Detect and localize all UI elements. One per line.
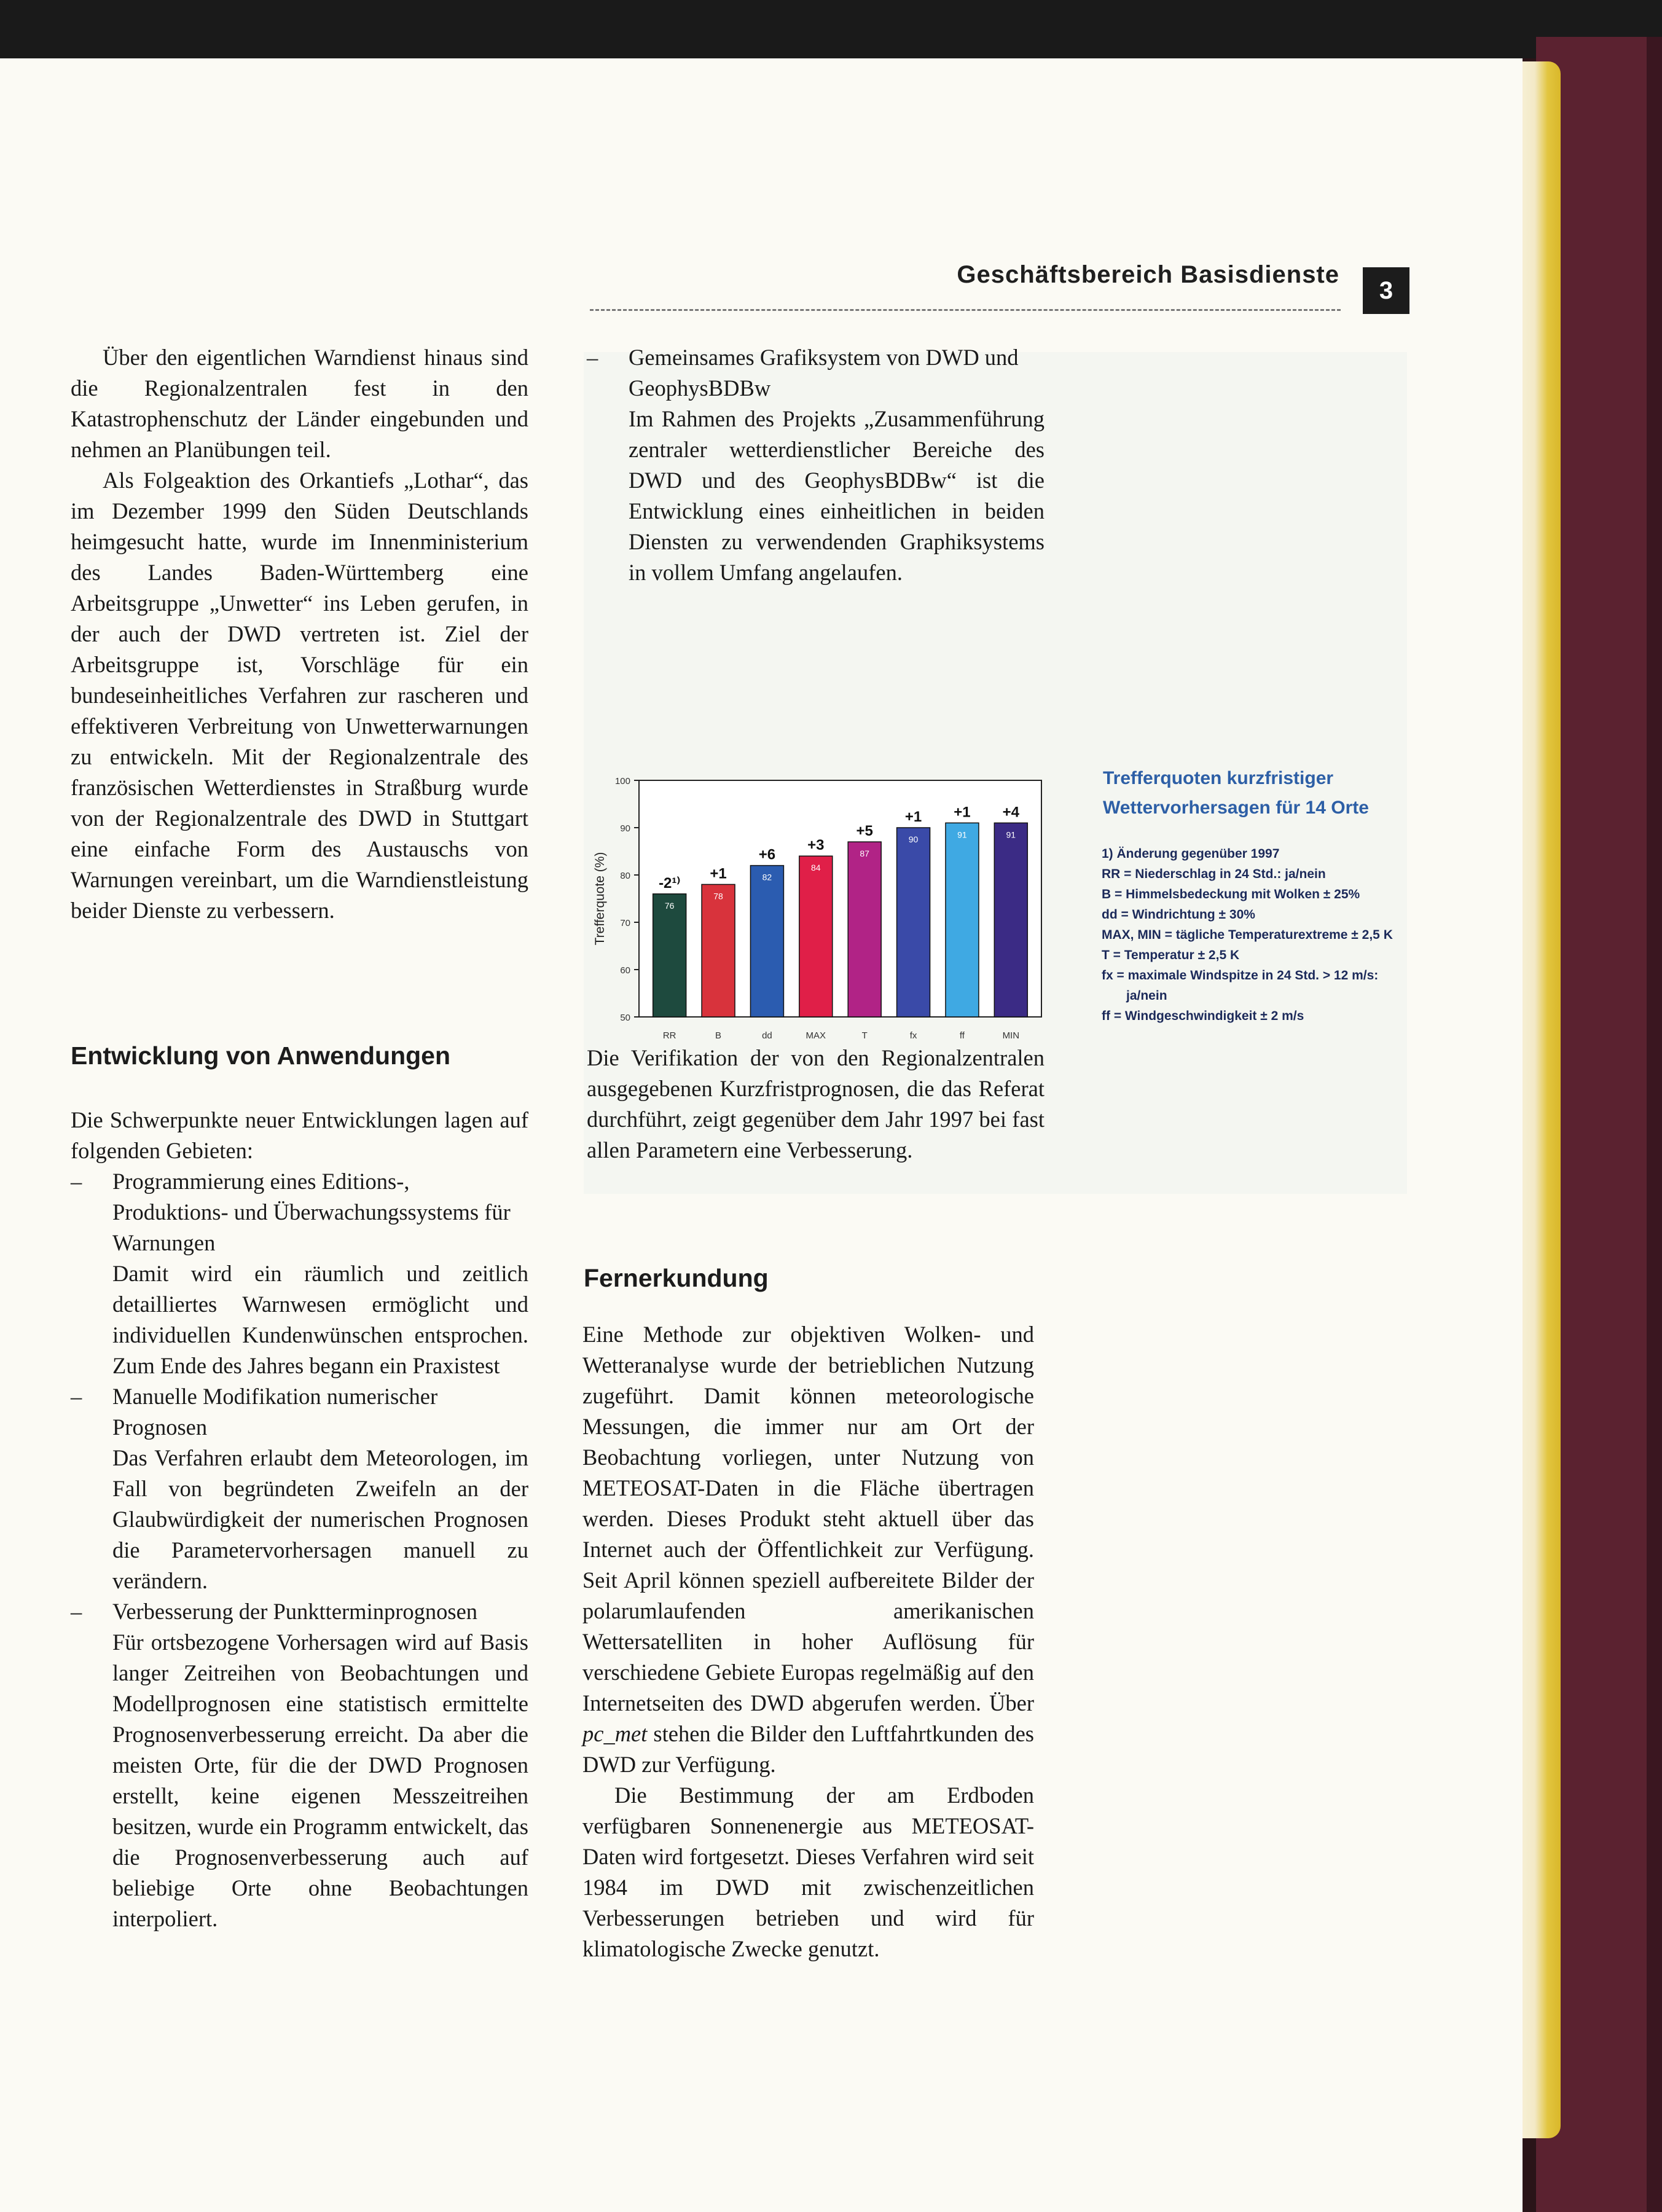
list-dash: – — [71, 1384, 82, 1409]
paragraph-wolkenanalyse — [582, 1319, 1034, 1780]
bar-change-label: +3 — [807, 837, 825, 854]
paragraph-verifikation: Die Verifikation der von den Regionalzentralen ausgegebenen Kurzfristprognosen, die das Referat durchführt, zeigt gegenüber dem Jahr 1997 bei fast allen Parametern eine Verbesserung. — [587, 1045, 1045, 1163]
legend-line: 1) Änderung gegenüber 1997 — [1102, 847, 1280, 861]
page-stack-edge — [1518, 61, 1561, 2138]
bar-T — [848, 842, 881, 1017]
bar-change-label: +1 — [904, 809, 922, 825]
bar-value-label: 90 — [908, 834, 919, 844]
list-item — [71, 1596, 528, 1934]
middle-column-bottom — [582, 1319, 1034, 1964]
hit-rate-bar-chart — [587, 771, 1051, 1048]
legend-line: T = Temperatur ± 2,5 K — [1102, 948, 1240, 962]
y-tick-label: 70 — [620, 918, 630, 928]
legend-line: RR = Niederschlag in 24 Std.: ja/nein — [1102, 867, 1326, 881]
y-tick-label: 50 — [620, 1013, 630, 1023]
left-column-top — [71, 342, 528, 926]
header-divider — [590, 309, 1341, 311]
left-column-bottom — [71, 1105, 528, 1934]
y-tick-label: 80 — [620, 871, 630, 881]
x-tick-label: B — [715, 1030, 722, 1041]
chart-caption-title: Trefferquoten kurzfristiger Wettervorhersagen für 14 Orte — [1103, 768, 1369, 818]
list-item-title: Manuelle Modifikation numerischer Prognosen — [112, 1384, 438, 1440]
bar-change-label: +1 — [954, 804, 971, 821]
bar-value-label: 78 — [713, 891, 723, 901]
y-tick-label: 90 — [620, 823, 630, 834]
development-list — [71, 1166, 528, 1934]
bar-value-label: 82 — [762, 872, 772, 882]
paragraph-warndienst: Über den eigentlichen Warndienst hinaus sind die Regionalzentralen fest in den Katastrophenschutz der Länder eingebunden und nehmen an Planübungen teil. — [71, 345, 528, 462]
heading-entwicklung: Entwicklung von Anwendungen — [71, 1041, 451, 1070]
scan-top-edge — [0, 0, 1662, 58]
bar-change-label: +6 — [758, 846, 776, 863]
list-dash: – — [71, 1599, 82, 1624]
plot-frame — [639, 780, 1041, 1017]
y-axis-label: Trefferquote (%) — [593, 852, 607, 946]
list-item — [71, 1381, 528, 1596]
legend-line: MAX, MIN = tägliche Temperaturextreme ± 2,5 K — [1102, 928, 1393, 942]
grafiksystem-list — [587, 342, 1045, 588]
middle-column-top — [587, 342, 1045, 588]
paragraph-wolkenanalyse-text: Eine Methode zur objektiven Wolken- und Wetteranalyse wurde der betrieblichen Nutzung zugeführt. Damit können meteorologische Messungen, die immer nur am Ort der Beobachtung vorliegen, unter Nutzung von METEOSAT-Daten in die Fläche übertragen werden. Dieses Produkt steht aktuell über das Internet auch der Öffentlichkeit zur Verfügung. Seit April können speziell aufbereitete Bilder der polarumlaufenden amerikanischen Wettersatelliten in hoher Auflösung für verschiedene Gebiete Europas regelmäßig auf den Internetseiten des DWD abgerufen werden. Über — [582, 1322, 1034, 1716]
x-tick-label: MAX — [806, 1030, 826, 1041]
x-tick-label: RR — [662, 1030, 676, 1041]
bar-MAX — [799, 856, 833, 1017]
bar-value-label: 76 — [664, 900, 675, 911]
book-page — [0, 58, 1523, 2212]
chart-legend — [1102, 844, 1421, 1026]
bar-ff — [946, 823, 979, 1017]
legend-line: dd = Windrichtung ± 30% — [1102, 908, 1255, 922]
x-tick-label: ff — [959, 1030, 965, 1041]
list-item-title: Gemeinsames Grafiksystem von DWD und GeophysBDBw — [629, 345, 1019, 401]
bar-change-label: +1 — [710, 865, 727, 882]
pc-met-term: pc_met — [582, 1721, 648, 1746]
bar-dd — [750, 866, 783, 1017]
list-item-body: Für ortsbezogene Vorhersagen wird auf Basis langer Zeitreihen von Beobachtungen und Modellprognosen eine statistisch ermittelte Prognosenverbesserung erreicht. Da aber die meisten Orte, für die der DWD Prognosen erstellt, keine eigenen Messzeitreihen besitzen, wurde ein Programm entwickelt, das die Prognosenverbesserung auch auf beliebige Orte ohne Beobachtungen interpoliert. — [112, 1630, 528, 1931]
list-dash: – — [71, 1169, 82, 1194]
bar-change-label: -2¹⁾ — [659, 874, 681, 892]
paragraph-schwerpunkte: Die Schwerpunkte neuer Entwicklungen lagen auf folgenden Gebieten: — [71, 1107, 528, 1163]
bar-change-label: +4 — [1002, 804, 1019, 821]
book-cover-edge — [1647, 37, 1662, 2212]
list-item — [587, 342, 1045, 588]
list-item-title: Verbesserung der Punktterminprognosen — [112, 1599, 478, 1624]
legend-line: ja/nein — [1126, 989, 1167, 1003]
bar-MIN — [994, 823, 1027, 1017]
bar-value-label: 84 — [811, 863, 821, 873]
list-dash: – — [587, 345, 598, 370]
legend-line: B = Himmelsbedeckung mit Wolken ± 25% — [1102, 887, 1360, 901]
bar-value-label: 91 — [1006, 830, 1016, 840]
x-tick-label: fx — [909, 1030, 917, 1041]
bar-value-label: 87 — [860, 849, 869, 859]
bar-B — [702, 884, 735, 1017]
list-item-body: Damit wird ein räumlich und zeitlich detailliertes Warnwesen ermöglicht und individuellen Kundenwünschen entsprochen. Zum Ende des Jahres begann ein Praxistest — [112, 1261, 528, 1378]
paragraph-wolkenanalyse-end: stehen die Bilder den Luftfahrtkunden des DWD zur Verfügung. — [582, 1721, 1034, 1777]
y-tick-label: 60 — [620, 965, 630, 976]
bar-change-label: +5 — [856, 823, 873, 840]
y-tick-label: 100 — [614, 776, 630, 786]
list-item — [71, 1166, 528, 1381]
list-item-body: Das Verfahren erlaubt dem Meteorologen, im Fall von begründeten Zweifeln an der Glaubwürdigkeit der numerischen Prognosen die Parametervorhersagen manuell zu verändern. — [112, 1445, 528, 1593]
bar-value-label: 91 — [957, 830, 967, 840]
middle-column-verification — [587, 1043, 1045, 1166]
chapter-number-badge: 3 — [1363, 267, 1409, 314]
list-item-title: Programmierung eines Editions-, Produktions- und Überwachungssystems für Warnungen — [112, 1169, 511, 1255]
x-tick-label: dd — [762, 1030, 772, 1041]
x-tick-label: MIN — [1002, 1030, 1020, 1041]
legend-line: ff = Windgeschwindigkeit ± 2 m/s — [1102, 1009, 1304, 1023]
page-header-title: Geschäftsbereich Basisdienste — [957, 261, 1339, 288]
paragraph-lothar: Als Folgeaktion des Orkantiefs „Lothar“, das im Dezember 1999 den Süden Deutschlands heimgesucht hatte, wurde im Innenministerium des Landes Baden-Württemberg eine Arbeitsgruppe „Unwetter“ ins Leben gerufen, in der auch der DWD vertreten ist. Ziel der Arbeitsgruppe ist, Vorschläge für ein bundeseinheitliches Verfahren zur rascheren und effektiveren Verbreitung von Unwetterwarnungen zu entwickeln. Mit der Regionalzentrale des französischen Wetterdienstes in Straßburg wurde von der Regionalzentrale des DWD in Stuttgart eine einfache Form des Austauschs von Warnungen vereinbart, um die Warndienstleistung beider Dienste zu verbessern. — [71, 468, 528, 923]
x-tick-label: T — [861, 1030, 868, 1041]
list-item-body: Im Rahmen des Projekts „Zusammenführung zentraler wetterdienstlicher Bereiche des DWD und des GeophysBDBw“ ist die Entwicklung eines einheitlichen in beiden Diensten zu verwendenden Graphiksystems in vollem Umfang angelaufen. — [629, 406, 1045, 585]
legend-line: fx = maximale Windspitze in 24 Std. > 12 m/s: — [1102, 968, 1379, 982]
bar-RR — [653, 894, 686, 1017]
bar-fx — [897, 828, 930, 1017]
paragraph-sonnenenergie: Die Bestimmung der am Erdboden verfügbaren Sonnenenergie aus METEOSAT-Daten wird fortgesetzt. Dieses Verfahren wird seit 1984 im DWD mit zwischenzeitlichen Verbesserungen betrieben und wird für klimatologische Zwecke genutzt. — [582, 1783, 1034, 1961]
heading-fernerkundung: Fernerkundung — [584, 1264, 769, 1292]
